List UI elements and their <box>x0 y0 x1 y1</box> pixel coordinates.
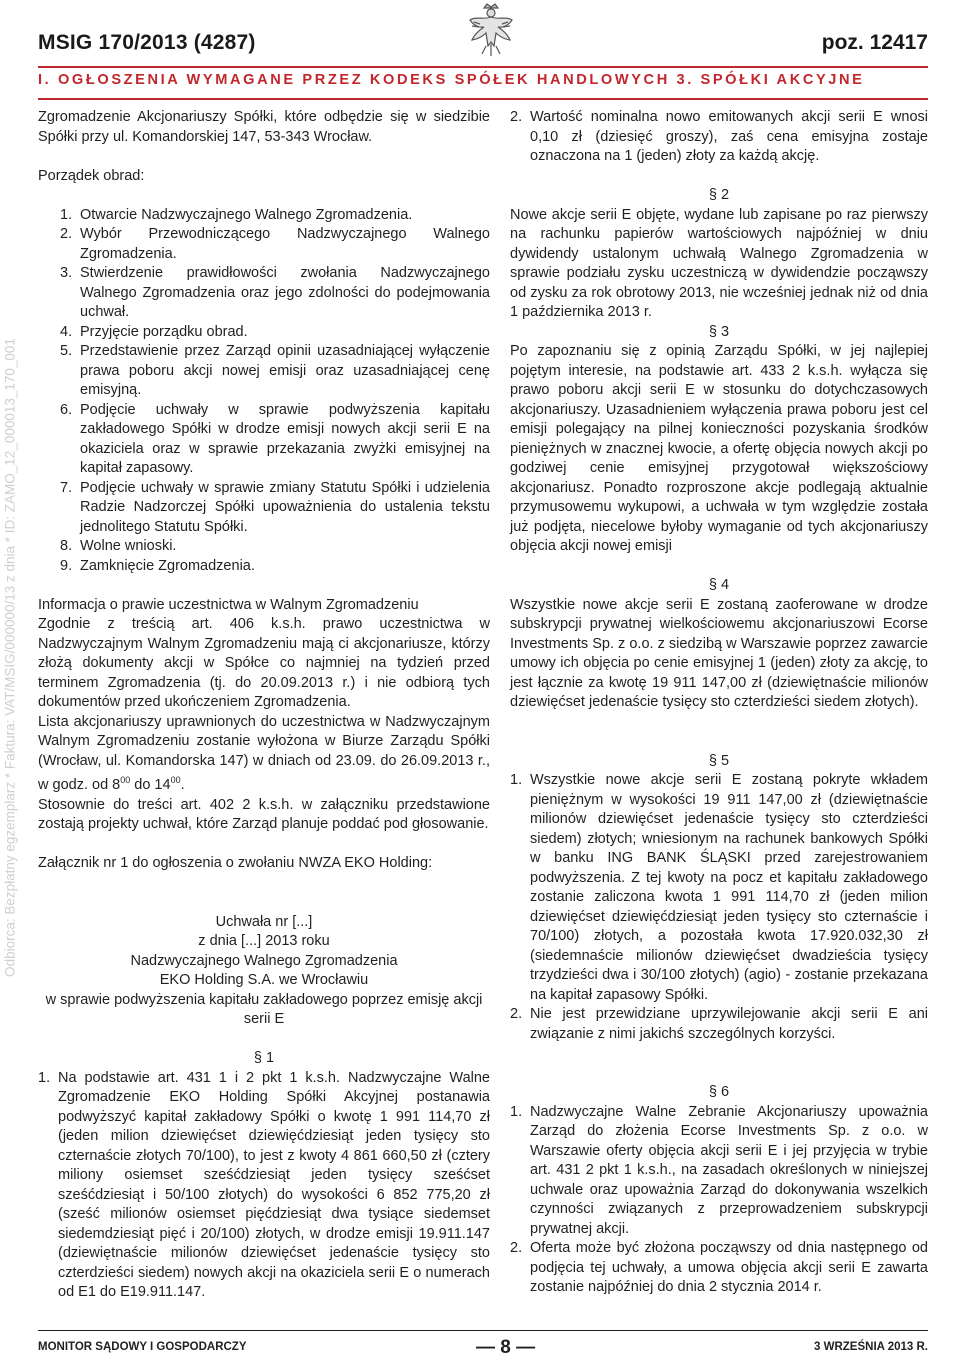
resolution-number: Uchwała nr [...] <box>215 913 313 930</box>
intro-text: Zgromadzenie Akcjonariuszy Spółki, które odbędzie się w siedzibie Spółki przy ul. Komandorskiej 147, 53-343 Wrocław. <box>38 109 490 145</box>
paragraph-4-text: Wszystkie nowe akcje serii E zostaną zaoferowane w drodze subskrypcji prywatnej wielkościowemu akcjonariuszowi Ecorse Investments Sp. z o.o. z siedzibą w Warszawie poprzez zawarcie umowy ich objęcia po cenie emisyjnej 1 (jeden) złoty za akcję, to jest łącznie za kwotę 19 911 147,00 zł (dziewiętnaście milionów dziewięćset jedenaście tysięcy sto czterdzieści siedem złotych). <box>510 596 928 710</box>
paragraph-4-title: § 4 <box>708 577 730 593</box>
resolution-date: z dnia [...] 2013 roku <box>198 933 330 949</box>
list-item: 1. Na podstawie art. 431 1 i 2 pkt 1 k.s.h. Nadzwyczajne Walne Zgromadzenie EKO Holding Spółki Akcyjnej postanawia podwyższyć kapitał zakładowy Spółki o kwotę 1 991 114,70 zł (jeden milion dziewięćset dziewięćdziesiąt jeden tysięcy sto czternaście złotych 70/100), to jest z kwoty 4 861 660,50 zł (cztery miliony osiemset sześćdziesiąt jeden tysięcy sześćset sześćdziesiąt i 50/100 złotych) do wysokości 6 852 775,20 zł (sześć milionów osiemset pięćdziesiąt dwa tysiące siedemset siedemdziesiąt pięć i 20/100) złotych, w drodze emisji 19.911.147 (dziewiętnaście milionów dziewięćset jedenaście tysięcy sto czterdzieści siedem) nowych akcji na okaziciela serii E o numerach od E1 do E19.911.147. <box>38 1069 490 1300</box>
paragraph-1-title: § 1 <box>253 1050 275 1066</box>
paragraph-1-list <box>38 1069 490 1303</box>
paragraph-5-list <box>510 771 928 1044</box>
publication-date: 3 WRZEŚNIA 2013 R. <box>814 1341 928 1353</box>
agenda-list <box>38 206 490 577</box>
paragraph-5-title: § 5 <box>708 752 730 769</box>
list-item: 1. Otwarcie Nadzwyczajnego Walnego Zgromadzenia. <box>60 206 413 223</box>
page-number: — 8 — <box>476 1337 536 1358</box>
paragraph-3-text: Po zapoznaniu się z opinią Zarządu Spółki, w jej najlepiej pojętym interesie, na podstawie art. 433 2 k.s.h. wyłącza się prawo poboru akcji serii E w stosunku do dotychczasowych akcjonariuszy. Uzasadnieniem wyłączenia prawa poboru jest cel emisji polegający na pilnej konieczności pozyskania środków pieniężnych w znacznej kwocie, a ofertę objęcia nowych akcji po godziwej cenie emisyjnej przygotował większościowy akcjonariusz. Ponadto rozproszone akcje podlegają aktualnie przymusowemu wykupowi, a uchwała w tym względzie została już podjęta, niecelowe byłoby wymaganie od tych akcjonariuszy objęcia akcji nowej emisji <box>510 343 928 554</box>
list-item: 1. Wszystkie nowe akcje serii E zostaną pokryte wkładem pieniężnym w wysokości 19 911 147,00 zł (dziewiętnaście milionów dziewięćset jedenaście tysięcy sto czterdzieści siedem) złotych; wniesionym na rachunek bankowych Spółki w banku ING BANK ŚLĄSKI przed zarejestrowaniem podwyższenia. Z tej kwoty na pocz et kapitału zakładowego zostanie zaliczona kwota 1 991 114,70 zł (jeden milion dziewięćset dziewięćdziesiąt jeden tysięcy sto czternaście i 70/100) złotych, a pozostała kwota 17.920.032,30 zł (siedemnaście milionów dziewięćset dwadzieścia tysięcy trzydzieści dwa i 30/100 złotych) (agio) - zostanie przekazana na kapitał zapasowy Spółki. <box>510 772 928 1003</box>
attach-text: Stosownie do treści art. 402 2 k.s.h. w załączniku przedstawione zostają projekty uchwał, które Zarząd planuje poddać pod głosowanie. <box>38 796 490 832</box>
agenda-title: Porządek obrad: <box>38 167 145 184</box>
info-title: Informacja o prawie uczestnictwa w Walnym Zgromadzeniu <box>38 596 419 613</box>
list-item: 5. Przedstawienie przez Zarząd opinii uzasadniającej wyłączenie prawa poboru akcji nowej emisji oraz uzasadniającej cenę emisyjną. <box>60 343 490 398</box>
watermark-sidebar: Odbiorca: Bezpłatny egzemplarz * Faktura: VAT/MSIG/000000/13 z dnia * ID: ZAMO_12_000013_170_001 <box>2 338 18 977</box>
list-item: 2. Nie jest przewidziane uprzywilejowanie akcji serii E ani związanie z nimi jakichś szczególnych korzyści. <box>510 1006 928 1042</box>
list-item: 1. Nadzwyczajne Walne Zebranie Akcjonariuszy upoważnia Zarząd do złożenia Ecorse Investments Sp. z o.o. w Warszawie oferty objęcia akcji serii E i jej przyjęcia w trybie art. 431 2 pkt 1 k.s.h., na zasadach określonych w niniejszej uchwale oraz upoważnia Zarząd do dokonywania wszelkich czynności związanych z przeprowadzeniem subskrypcji prywatnej akcji. <box>510 1103 928 1237</box>
paragraph-6-list <box>510 1103 928 1298</box>
paragraph-2-title: § 2 <box>708 187 730 203</box>
list-item: 4. Przyjęcie porządku obrad. <box>60 323 248 340</box>
list-item: 2. Wartość nominalna nowo emitowanych akcji serii E wnosi 0,10 zł (dziesięć groszy), zaś cena emisyjna zostaje oznaczona na 1 (jeden) złoty za każdą akcję. <box>510 109 928 164</box>
list-item: 7. Podjęcie uchwały w sprawie zmiany Statutu Spółki i udzielenia Radzie Nadzorczej Spółki upoważnienia do ustalenia tekstu jednolitego Statutu Spółki. <box>60 479 490 535</box>
list-item: 3. Stwierdzenie prawidłowości zwołania Nadzwyczajnego Walnego Zgromadzenia oraz jego zdolności do podejmowania uchwał. <box>60 265 490 320</box>
resolution-company: EKO Holding S.A. we Wrocławiu <box>159 972 369 988</box>
publication-name: MONITOR SĄDOWY I GOSPODARCZY <box>38 1341 247 1353</box>
paragraph-3-title: § 3 <box>708 323 730 340</box>
paragraph-6-title: § 6 <box>708 1084 730 1100</box>
header-rule <box>38 66 928 68</box>
right-column <box>510 108 928 1298</box>
list-item: 9. Zamknięcie Zgromadzenia. <box>60 557 255 574</box>
annex-title: Załącznik nr 1 do ogłoszenia o zwołaniu NWZA EKO Holding: <box>38 855 433 871</box>
issue-number: MSIG 170/2013 (4287) <box>38 31 256 54</box>
eagle-emblem-icon <box>466 2 516 62</box>
section-title: I. OGŁOSZENIA WYMAGANE PRZEZ KODEKS SPÓŁEK HANDLOWYCH 3. SPÓŁKI AKCYJNE <box>38 72 865 88</box>
list-item: 6. Podjęcie uchwały w sprawie podwyższenia kapitału zakładowego Spółki w drodze emisji nowych akcji serii E na okaziciela oraz w sprawie przekazania zwyżki emisyjnej na kapitał zapasowy. <box>60 401 490 476</box>
info-text: Zgodnie z treścią art. 406 k.s.h. prawo uczestnictwa w Nadzwyczajnym Walnym Zgromadzeniu mają ci akcjonariusze, którzy złożą dokumenty akcji w Spółce co najmniej na tydzień przed terminem Zgromadzenia (tj. do 20.09.2013 r.) i nie odbiorą tych dokumentów przed ukończeniem Zgromadzenia. <box>38 616 490 710</box>
footer-rule <box>38 1330 928 1331</box>
left-column <box>38 108 490 1303</box>
list-item: 2. Oferta może być złożona począwszy od dnia następnego od podjęcia tej uchwały, a umowa objęcia akcji serii E zawarta zostanie najpóźniej do dnia 2 stycznia 2014 r. <box>510 1240 928 1295</box>
section-rule <box>38 98 928 100</box>
resolution-subject: w sprawie podwyższenia kapitału zakładowego poprzez emisję akcji serii E <box>45 991 483 1027</box>
resolution-body: Nadzwyczajnego Walnego Zgromadzenia <box>130 952 398 969</box>
paragraph-2-text: Nowe akcje serii E objęte, wydane lub zapisane po raz pierwszy na rachunku papierów wartościowych najpóźniej w dniu dywidendy ustalonym uchwałą Walnego Zgromadzenia w sprawie podziału zysku uczestniczą w dywidendzie począwszy od zysku za rok obrotowy 2013, nie wcześniej jednak niż od dnia 1 października 2013 r. <box>510 206 928 320</box>
list-item: 2. Wybór Przewodniczącego Nadzwyczajnego Walnego Zgromadzenia. <box>60 226 490 262</box>
list-item: 8. Wolne wnioski. <box>60 538 177 554</box>
list-text: Lista akcjonariuszy uprawnionych do uczestnictwa w Nadzwyczajnym Walnym Zgromadzeniu zostanie wyłożona w Biurze Zarządu Spółki (Wrocław, ul. Komandorska 147) w dniach od 23.09. do 26.09.2013 r., w godz. od $8^{00}$ do $14^{00}$. <box>38 713 490 793</box>
position-number: poz. 12417 <box>821 31 928 54</box>
